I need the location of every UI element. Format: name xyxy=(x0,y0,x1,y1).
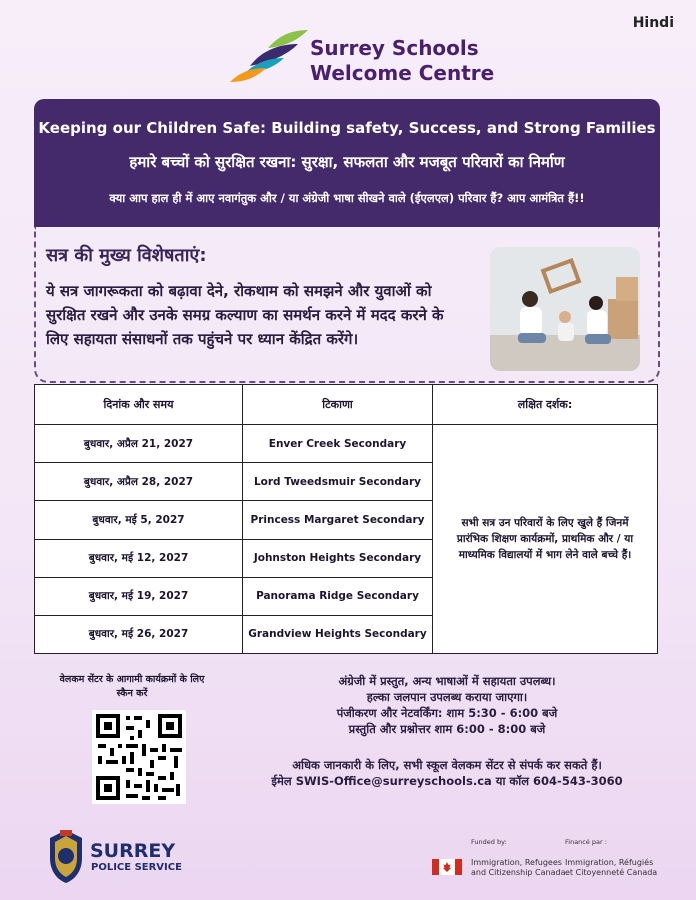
leaf-logo-icon xyxy=(228,28,308,84)
audience-cell: सभी सत्र उन परिवारों के लिए खुले हैं जिनमें प्रारंभिक शिक्षण कार्यक्रमों, प्राथमिक और / या माध्यमिक विद्यालयों में भाग लेने वाले बच्चे हैं। xyxy=(433,425,658,654)
language-label: Hindi xyxy=(632,15,674,31)
info-line: पंजीकरण और नेटवर्किंग: शाम 5:30 - 6:00 बजे xyxy=(336,706,558,720)
canada-flag-icon xyxy=(432,859,462,875)
info-line: अंग्रेजी में प्रस्तुत, अन्य भाषाओं में सहायता उपलब्ध। xyxy=(338,674,556,688)
police-line1: SURREY xyxy=(90,840,176,862)
qr-label: वेलकम सेंटर के आगामी कार्यक्रमों के लिए स्कैन करें xyxy=(59,674,205,699)
police-badge-icon xyxy=(46,828,86,884)
contact-info xyxy=(262,757,632,789)
ircc-en-line: and Citizenship Canada xyxy=(471,868,566,877)
row-school: Grandview Heights Secondary xyxy=(243,615,433,653)
header-location: टिकाणा xyxy=(243,385,433,425)
logo-line1: Surrey Schools xyxy=(310,36,479,60)
row-date: बुधवार, अप्रैल 28, 2027 xyxy=(35,463,243,501)
logo-line2: Welcome Centre xyxy=(310,61,495,85)
row-date: बुधवार, मई 12, 2027 xyxy=(35,539,243,577)
event-info xyxy=(262,673,632,737)
funded-by-label: Funded by: xyxy=(471,838,507,846)
family-image-icon xyxy=(490,247,640,371)
qr-code[interactable] xyxy=(92,710,186,804)
schedule-table xyxy=(34,384,658,654)
invitation-text: क्या आप हाल ही में आए नवागंतुक और / या अंग्रेजी भाषा सीखने वाले (ईएलएल) परिवार हैं? आप आमंत्रित हैं!! xyxy=(109,191,585,205)
row-date: बुधवार, मई 19, 2027 xyxy=(35,577,243,615)
ircc-en-line: Immigration, Refugees xyxy=(471,858,562,867)
table-header-row xyxy=(35,385,658,425)
row-school: Panorama Ridge Secondary xyxy=(243,577,433,615)
qr-code-icon xyxy=(92,710,186,804)
info-line: प्रस्तुति और प्रश्नोत्तर शाम 6:00 - 8:00 बजे xyxy=(348,722,546,736)
police-line2: POLICE SERVICE xyxy=(91,862,182,873)
row-date: बुधवार, मई 5, 2027 xyxy=(35,501,243,539)
row-school: Princess Margaret Secondary xyxy=(243,501,433,539)
ircc-fr-line: et Citoyenneté Canada xyxy=(565,868,658,877)
welcome-centre-logo xyxy=(228,28,495,88)
ircc-french xyxy=(565,858,657,878)
row-date: बुधवार, मई 26, 2027 xyxy=(35,615,243,653)
row-school: Lord Tweedsmuir Secondary xyxy=(243,463,433,501)
row-date: बुधवार, अप्रैल 21, 2027 xyxy=(35,425,243,463)
surrey-police-logo xyxy=(46,828,206,886)
header-date: दिनांक और समय xyxy=(35,385,243,425)
title-hindi: हमारे बच्चों को सुरक्षित रखना: सुरक्षा, सफलता और मजबूत परिवारों का निर्माण xyxy=(129,153,565,171)
ircc-english xyxy=(471,858,565,878)
finance-par-label: Financé par : xyxy=(565,838,607,846)
row-school: Johnston Heights Secondary xyxy=(243,539,433,577)
row-school: Enver Creek Secondary xyxy=(243,425,433,463)
highlights-title: सत्र की मुख्य विशेषताएं: xyxy=(46,245,207,266)
info-line: अधिक जानकारी के लिए, सभी स्कूल वेलकम सेंटर से संपर्क कर सकते हैं। xyxy=(292,758,602,772)
header-banner xyxy=(34,99,660,227)
header-audience: लक्षित दर्शक: xyxy=(433,385,658,425)
ircc-fr-line: Immigration, Réfugiés xyxy=(565,858,654,867)
title-english: Keeping our Children Safe: Building safety, Success, and Strong Families xyxy=(38,119,656,137)
family-photo xyxy=(490,247,640,371)
info-line: हल्का जलपान उपलब्ध कराया जाएगा। xyxy=(366,690,528,704)
contact-line: ईमेल SWIS-Office@surreyschools.ca या कॉल 604-543-3060 xyxy=(271,774,623,788)
highlights-body: ये सत्र जागरूकता को बढ़ावा देने, रोकथाम को समझने और युवाओं को सुरक्षित रखने और उनके समग्र कल्याण का समर्थन करने में मदद करने के लिए सहायता संसाधनों तक पहुंचने पर ध्यान केंद्रित करेंगे। xyxy=(46,282,444,348)
table-row xyxy=(35,425,658,463)
